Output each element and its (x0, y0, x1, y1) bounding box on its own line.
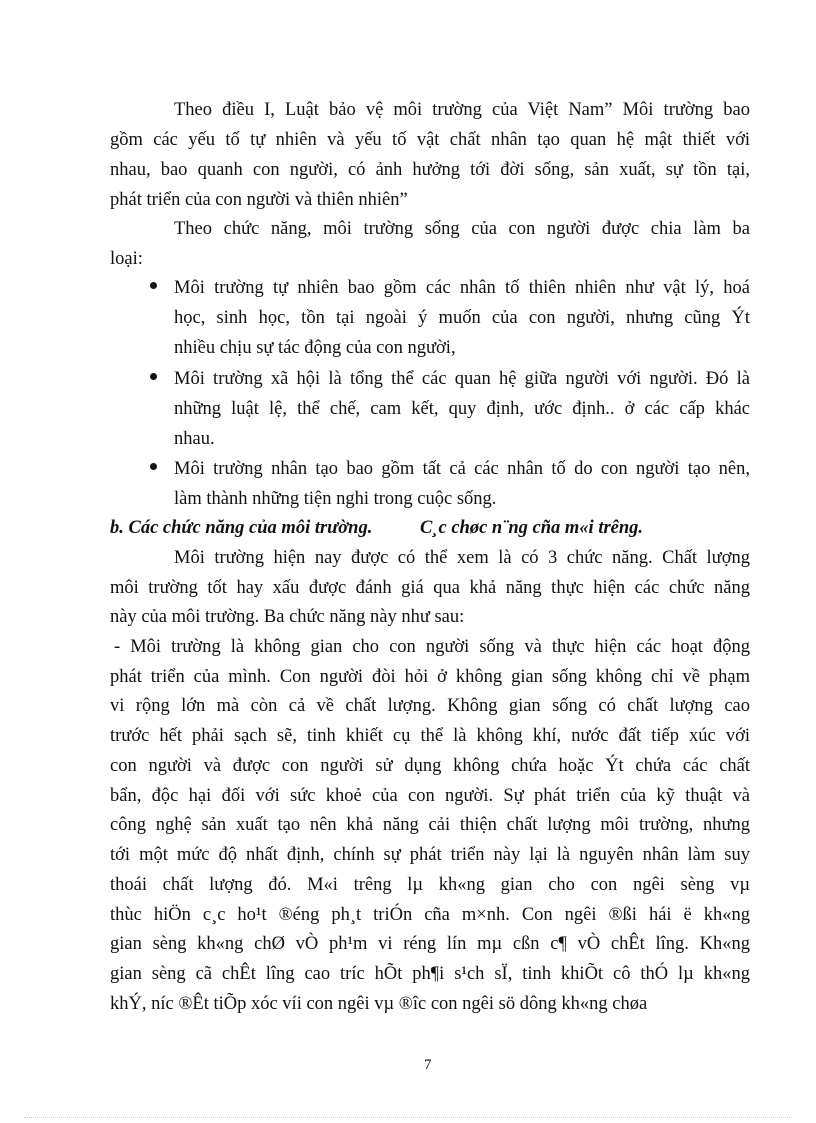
paragraph2-line: loại: (110, 249, 143, 269)
paragraph4-line: vi rộng lớn mà còn cả về chất lượng. Không gian sống có chất lượng cao (110, 696, 750, 716)
paragraph3-line: Môi trường hiện nay được có thể xem là có 3 chức năng. Chất lượng (174, 548, 750, 568)
paragraph3-line: này của môi trường. Ba chức năng này như sau: (110, 607, 465, 627)
paragraph4-line: - Môi trường là không gian cho con người sống và thực hiện các hoạt động (114, 637, 750, 657)
section-heading: b. Các chức năng của môi trường. (110, 518, 373, 538)
bullet-icon (150, 463, 157, 470)
bullet-line: những luật lệ, thể chế, cam kết, quy định, ước định.. ở các cấp khác (174, 399, 750, 419)
paragraph1-line: gồm các yếu tố tự nhiên và yếu tố vật chất nhân tạo quan hệ mật thiết với (110, 130, 750, 150)
bullet-line: học, sinh học, tồn tại ngoài ý muốn của con người, nhưng cũng Ýt (174, 308, 750, 328)
paragraph4-line: khÝ, níc ®Êt tiÕp xóc víi con ngêi vµ ®îc con ngêi sö dông kh«ng chøa (110, 994, 648, 1014)
paragraph1-line: Theo điều I, Luật bảo vệ môi trường của Việt Nam” Môi trường bao (174, 100, 750, 120)
paragraph1-line: phát triển của con người và thiên nhiên” (110, 190, 408, 210)
footer-divider (24, 1117, 792, 1118)
page-number: 7 (424, 1057, 432, 1073)
bullet-line: nhiều chịu sự tác động của con người, (174, 338, 456, 358)
paragraph4-line: trước hết phải sạch sẽ, tinh khiết cụ thể là không khí, nước đất tiếp xúc với (110, 726, 750, 746)
paragraph4-line: bẩn, độc hại đối với sức khoẻ của con người. Sự phát triển của kỹ thuật và (110, 786, 750, 806)
paragraph4-line: phát triển của mình. Con người đòi hỏi ở không gian sống không chỉ về phạm (110, 667, 750, 687)
bullet-icon (150, 373, 157, 380)
bullet-line: Môi trường nhân tạo bao gồm tất cả các nhân tố do con người tạo nên, (174, 459, 750, 479)
paragraph4-line: gian sèng kh«ng chØ vÒ ph¹m vi réng lín mµ cßn c¶ vÒ chÊt lîng. Kh«ng (110, 934, 750, 954)
bullet-line: nhau. (174, 429, 215, 449)
paragraph4-line: con người và được con người sử dụng không chứa hoặc Ýt chứa các chất (110, 756, 750, 776)
paragraph1-line: nhau, bao quanh con người, có ảnh hưởng tới đời sống, sản xuất, sự tồn tại, (110, 160, 750, 180)
paragraph2-line: Theo chức năng, môi trường sống của con người được chia làm ba (174, 219, 750, 239)
bullet-icon (150, 282, 157, 289)
bullet-line: Môi trường tự nhiên bao gồm các nhân tố thiên nhiên như vật lý, hoá (174, 278, 750, 298)
bullet-line: Môi trường xã hội là tổng thể các quan hệ giữa người với người. Đó là (174, 369, 750, 389)
paragraph4-line: công nghệ sản xuất tạo nên khả năng cải thiện chất lượng môi trường, nhưng (110, 815, 750, 835)
bullet-line: làm thành những tiện nghi trong cuộc sống. (174, 489, 497, 509)
section-heading-garbled: C¸c chøc n¨ng cña m«i trêng. (420, 518, 644, 538)
paragraph4-line: thoái chất lượng đó. M«i trêng lµ kh«ng gian cho con ngêi sèng vµ (110, 875, 750, 895)
paragraph4-line: thùc hiÖn c¸c ho¹t ®éng ph¸t triÓn cña m×nh. Con ngêi ®ßi hái ë kh«ng (110, 905, 750, 925)
paragraph4-line: tới một mức độ nhất định, chính sự phát triển này lại là nguyên nhân làm suy (110, 845, 750, 865)
paragraph3-line: môi trường tốt hay xấu được đánh giá qua khả năng thực hiện các chức năng (110, 578, 750, 598)
paragraph4-line: gian sèng cã chÊt lîng cao tríc hÕt ph¶i s¹ch sÏ, tinh khiÕt cô thÓ lµ kh«ng (110, 964, 750, 984)
